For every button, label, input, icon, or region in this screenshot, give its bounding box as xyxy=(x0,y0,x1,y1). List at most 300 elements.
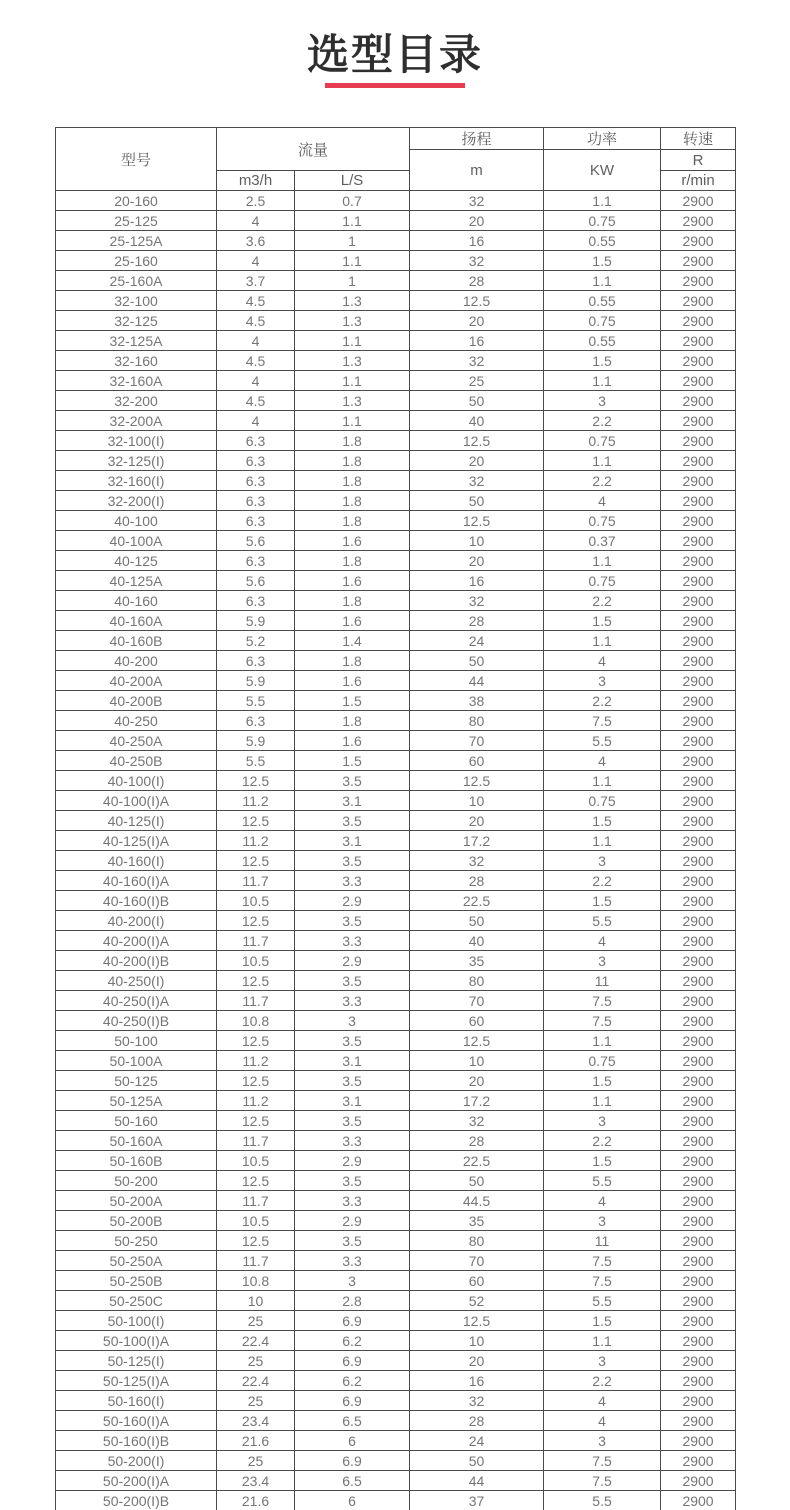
flow-ls-cell: 2.9 xyxy=(295,891,410,911)
power-cell: 11 xyxy=(544,1231,661,1251)
power-cell: 4 xyxy=(544,1391,661,1411)
page-title: 选型目录 xyxy=(306,31,483,78)
head-cell: 20 xyxy=(410,811,544,831)
speed-cell: 2900 xyxy=(661,391,736,411)
flow-ls-cell: 1.1 xyxy=(295,371,410,391)
speed-cell: 2900 xyxy=(661,651,736,671)
head-cell: 80 xyxy=(410,1231,544,1251)
power-cell: 0.75 xyxy=(544,511,661,531)
head-cell: 70 xyxy=(410,731,544,751)
head-cell: 70 xyxy=(410,1251,544,1271)
flow-ls-cell: 6 xyxy=(295,1491,410,1510)
model-cell: 40-125(I) xyxy=(56,811,217,831)
power-cell: 7.5 xyxy=(544,711,661,731)
speed-cell: 2900 xyxy=(661,571,736,591)
power-cell: 1.1 xyxy=(544,771,661,791)
speed-cell: 2900 xyxy=(661,951,736,971)
head-cell: 28 xyxy=(410,1131,544,1151)
power-cell: 5.5 xyxy=(544,731,661,751)
model-cell: 32-125A xyxy=(56,331,217,351)
flow-ls-cell: 6.2 xyxy=(295,1331,410,1351)
flow-m3h-cell: 6.3 xyxy=(217,511,295,531)
power-cell: 4 xyxy=(544,491,661,511)
flow-m3h-cell: 5.9 xyxy=(217,731,295,751)
speed-cell: 2900 xyxy=(661,1411,736,1431)
speed-cell: 2900 xyxy=(661,771,736,791)
model-cell: 40-160 xyxy=(56,591,217,611)
model-cell: 50-200(I) xyxy=(56,1451,217,1471)
table-row xyxy=(56,651,736,671)
flow-ls-cell: 3.3 xyxy=(295,991,410,1011)
speed-cell: 2900 xyxy=(661,871,736,891)
flow-m3h-cell: 21.6 xyxy=(217,1491,295,1510)
power-cell: 4 xyxy=(544,1411,661,1431)
model-cell: 50-160B xyxy=(56,1151,217,1171)
head-cell: 35 xyxy=(410,951,544,971)
flow-ls-cell: 3.5 xyxy=(295,1171,410,1191)
flow-ls-cell: 3.1 xyxy=(295,791,410,811)
model-cell: 50-250C xyxy=(56,1291,217,1311)
flow-ls-cell: 1.8 xyxy=(295,431,410,451)
table-row xyxy=(56,471,736,491)
table-row xyxy=(56,1311,736,1331)
table-row xyxy=(56,851,736,871)
flow-m3h-cell: 25 xyxy=(217,1451,295,1471)
flow-ls-cell: 3.5 xyxy=(295,811,410,831)
power-cell: 4 xyxy=(544,1191,661,1211)
header-model: 型号 xyxy=(56,128,217,191)
flow-ls-cell: 6.5 xyxy=(295,1411,410,1431)
head-cell: 20 xyxy=(410,1071,544,1091)
model-cell: 40-125A xyxy=(56,571,217,591)
power-cell: 0.55 xyxy=(544,291,661,311)
flow-ls-cell: 1.6 xyxy=(295,611,410,631)
table-row xyxy=(56,251,736,271)
table-row xyxy=(56,431,736,451)
head-cell: 32 xyxy=(410,1391,544,1411)
model-cell: 32-125(I) xyxy=(56,451,217,471)
speed-cell: 2900 xyxy=(661,1311,736,1331)
head-cell: 50 xyxy=(410,491,544,511)
speed-cell: 2900 xyxy=(661,911,736,931)
flow-m3h-cell: 11.2 xyxy=(217,791,295,811)
flow-ls-cell: 6.9 xyxy=(295,1351,410,1371)
head-cell: 25 xyxy=(410,371,544,391)
header-flow-m3h: m3/h xyxy=(217,171,295,191)
power-cell: 0.75 xyxy=(544,431,661,451)
speed-cell: 2900 xyxy=(661,891,736,911)
flow-ls-cell: 6.5 xyxy=(295,1471,410,1491)
speed-cell: 2900 xyxy=(661,1271,736,1291)
table-row xyxy=(56,551,736,571)
model-cell: 50-125A xyxy=(56,1091,217,1111)
flow-ls-cell: 1.6 xyxy=(295,531,410,551)
head-cell: 16 xyxy=(410,1371,544,1391)
table-row xyxy=(56,1211,736,1231)
model-cell: 50-125(I) xyxy=(56,1351,217,1371)
flow-m3h-cell: 12.5 xyxy=(217,971,295,991)
flow-ls-cell: 3.5 xyxy=(295,911,410,931)
head-cell: 12.5 xyxy=(410,1031,544,1051)
table-row xyxy=(56,1391,736,1411)
flow-m3h-cell: 6.3 xyxy=(217,711,295,731)
header-head: 扬程 xyxy=(410,128,544,150)
speed-cell: 2900 xyxy=(661,1431,736,1451)
table-row xyxy=(56,731,736,751)
power-cell: 0.75 xyxy=(544,791,661,811)
model-cell: 50-100(I) xyxy=(56,1311,217,1331)
power-cell: 1.1 xyxy=(544,371,661,391)
power-cell: 7.5 xyxy=(544,991,661,1011)
power-cell: 1.5 xyxy=(544,611,661,631)
model-cell: 32-160 xyxy=(56,351,217,371)
model-cell: 40-160B xyxy=(56,631,217,651)
power-cell: 4 xyxy=(544,751,661,771)
table-row xyxy=(56,1171,736,1191)
flow-m3h-cell: 3.7 xyxy=(217,271,295,291)
power-cell: 3 xyxy=(544,1211,661,1231)
flow-ls-cell: 1.3 xyxy=(295,291,410,311)
table-row xyxy=(56,1351,736,1371)
head-cell: 16 xyxy=(410,331,544,351)
flow-ls-cell: 3.5 xyxy=(295,1111,410,1131)
flow-ls-cell: 1.6 xyxy=(295,671,410,691)
power-cell: 1.1 xyxy=(544,1031,661,1051)
flow-ls-cell: 2.9 xyxy=(295,951,410,971)
header-flow-ls: L/S xyxy=(295,171,410,191)
power-cell: 0.37 xyxy=(544,531,661,551)
flow-m3h-cell: 6.3 xyxy=(217,591,295,611)
flow-m3h-cell: 5.6 xyxy=(217,531,295,551)
head-cell: 12.5 xyxy=(410,431,544,451)
speed-cell: 2900 xyxy=(661,1451,736,1471)
table-row xyxy=(56,491,736,511)
flow-ls-cell: 3.5 xyxy=(295,971,410,991)
flow-ls-cell: 1.1 xyxy=(295,211,410,231)
pump-model-table xyxy=(55,127,736,1510)
table-row xyxy=(56,1091,736,1111)
flow-m3h-cell: 5.2 xyxy=(217,631,295,651)
head-cell: 16 xyxy=(410,231,544,251)
model-cell: 32-200 xyxy=(56,391,217,411)
speed-cell: 2900 xyxy=(661,991,736,1011)
model-cell: 25-125A xyxy=(56,231,217,251)
model-cell: 40-250 xyxy=(56,711,217,731)
table-row xyxy=(56,331,736,351)
flow-m3h-cell: 6.3 xyxy=(217,431,295,451)
speed-cell: 2900 xyxy=(661,1191,736,1211)
head-cell: 24 xyxy=(410,631,544,651)
table-row xyxy=(56,311,736,331)
head-cell: 60 xyxy=(410,1271,544,1291)
table-row xyxy=(56,911,736,931)
table-row xyxy=(56,411,736,431)
model-cell: 32-100(I) xyxy=(56,431,217,451)
head-cell: 32 xyxy=(410,191,544,211)
table-row xyxy=(56,1411,736,1431)
head-cell: 20 xyxy=(410,551,544,571)
speed-cell: 2900 xyxy=(661,831,736,851)
table-row xyxy=(56,671,736,691)
head-cell: 12.5 xyxy=(410,1311,544,1331)
speed-cell: 2900 xyxy=(661,411,736,431)
flow-m3h-cell: 5.9 xyxy=(217,671,295,691)
speed-cell: 2900 xyxy=(661,1211,736,1231)
power-cell: 1.5 xyxy=(544,811,661,831)
flow-ls-cell: 1.6 xyxy=(295,571,410,591)
table-row xyxy=(56,991,736,1011)
flow-m3h-cell: 22.4 xyxy=(217,1371,295,1391)
flow-ls-cell: 1.1 xyxy=(295,411,410,431)
table-row xyxy=(56,1111,736,1131)
speed-cell: 2900 xyxy=(661,291,736,311)
speed-cell: 2900 xyxy=(661,811,736,831)
flow-ls-cell: 3.1 xyxy=(295,831,410,851)
model-cell: 50-160A xyxy=(56,1131,217,1151)
speed-cell: 2900 xyxy=(661,1091,736,1111)
flow-m3h-cell: 11.7 xyxy=(217,1131,295,1151)
table-row xyxy=(56,811,736,831)
head-cell: 10 xyxy=(410,791,544,811)
speed-cell: 2900 xyxy=(661,971,736,991)
speed-cell: 2900 xyxy=(661,1391,736,1411)
flow-m3h-cell: 11.2 xyxy=(217,831,295,851)
speed-cell: 2900 xyxy=(661,1071,736,1091)
flow-ls-cell: 3.1 xyxy=(295,1051,410,1071)
flow-ls-cell: 2.9 xyxy=(295,1151,410,1171)
table-row xyxy=(56,391,736,411)
flow-ls-cell: 1.4 xyxy=(295,631,410,651)
table-row xyxy=(56,1371,736,1391)
head-cell: 28 xyxy=(410,871,544,891)
power-cell: 1.5 xyxy=(544,1151,661,1171)
power-cell: 3 xyxy=(544,1351,661,1371)
flow-m3h-cell: 11.2 xyxy=(217,1051,295,1071)
flow-ls-cell: 1.5 xyxy=(295,751,410,771)
flow-ls-cell: 0.7 xyxy=(295,191,410,211)
flow-m3h-cell: 25 xyxy=(217,1311,295,1331)
model-cell: 50-125 xyxy=(56,1071,217,1091)
header-power-unit: KW xyxy=(544,150,661,191)
model-cell: 32-200A xyxy=(56,411,217,431)
flow-ls-cell: 1 xyxy=(295,231,410,251)
model-cell: 40-200 xyxy=(56,651,217,671)
head-cell: 50 xyxy=(410,911,544,931)
flow-m3h-cell: 6.3 xyxy=(217,551,295,571)
power-cell: 0.75 xyxy=(544,1051,661,1071)
model-cell: 50-200 xyxy=(56,1171,217,1191)
speed-cell: 2900 xyxy=(661,1351,736,1371)
speed-cell: 2900 xyxy=(661,211,736,231)
flow-m3h-cell: 6.3 xyxy=(217,471,295,491)
speed-cell: 2900 xyxy=(661,1151,736,1171)
flow-m3h-cell: 10.8 xyxy=(217,1271,295,1291)
flow-ls-cell: 6 xyxy=(295,1431,410,1451)
flow-ls-cell: 1.5 xyxy=(295,691,410,711)
head-cell: 22.5 xyxy=(410,891,544,911)
head-cell: 12.5 xyxy=(410,511,544,531)
model-cell: 40-160(I) xyxy=(56,851,217,871)
speed-cell: 2900 xyxy=(661,851,736,871)
head-cell: 60 xyxy=(410,751,544,771)
head-cell: 80 xyxy=(410,971,544,991)
power-cell: 1.1 xyxy=(544,191,661,211)
speed-cell: 2900 xyxy=(661,1051,736,1071)
header-speed-unit: r/min xyxy=(661,171,736,191)
speed-cell: 2900 xyxy=(661,1331,736,1351)
speed-cell: 2900 xyxy=(661,1171,736,1191)
table-row xyxy=(56,971,736,991)
model-cell: 40-160(I)B xyxy=(56,891,217,911)
power-cell: 3 xyxy=(544,391,661,411)
flow-m3h-cell: 5.5 xyxy=(217,751,295,771)
head-cell: 16 xyxy=(410,571,544,591)
head-cell: 37 xyxy=(410,1491,544,1510)
head-cell: 44 xyxy=(410,671,544,691)
head-cell: 80 xyxy=(410,711,544,731)
power-cell: 2.2 xyxy=(544,871,661,891)
speed-cell: 2900 xyxy=(661,371,736,391)
power-cell: 7.5 xyxy=(544,1251,661,1271)
model-cell: 50-125(I)A xyxy=(56,1371,217,1391)
head-cell: 32 xyxy=(410,471,544,491)
table-row xyxy=(56,1051,736,1071)
flow-m3h-cell: 6.3 xyxy=(217,451,295,471)
power-cell: 0.75 xyxy=(544,211,661,231)
model-cell: 40-100 xyxy=(56,511,217,531)
head-cell: 24 xyxy=(410,1431,544,1451)
flow-ls-cell: 3.3 xyxy=(295,1191,410,1211)
model-cell: 32-100 xyxy=(56,291,217,311)
speed-cell: 2900 xyxy=(661,1111,736,1131)
flow-m3h-cell: 5.9 xyxy=(217,611,295,631)
table-row xyxy=(56,1271,736,1291)
model-cell: 40-160A xyxy=(56,611,217,631)
head-cell: 17.2 xyxy=(410,831,544,851)
model-cell: 40-160(I)A xyxy=(56,871,217,891)
flow-ls-cell: 1.3 xyxy=(295,311,410,331)
head-cell: 60 xyxy=(410,1011,544,1031)
model-cell: 40-125(I)A xyxy=(56,831,217,851)
table-row xyxy=(56,371,736,391)
flow-m3h-cell: 12.5 xyxy=(217,851,295,871)
power-cell: 2.2 xyxy=(544,1371,661,1391)
head-cell: 20 xyxy=(410,311,544,331)
speed-cell: 2900 xyxy=(661,671,736,691)
power-cell: 3 xyxy=(544,951,661,971)
flow-m3h-cell: 25 xyxy=(217,1351,295,1371)
speed-cell: 2900 xyxy=(661,1251,736,1271)
speed-cell: 2900 xyxy=(661,351,736,371)
head-cell: 22.5 xyxy=(410,1151,544,1171)
table-row xyxy=(56,791,736,811)
flow-ls-cell: 1.1 xyxy=(295,251,410,271)
flow-m3h-cell: 5.5 xyxy=(217,691,295,711)
flow-m3h-cell: 4 xyxy=(217,251,295,271)
speed-cell: 2900 xyxy=(661,1131,736,1151)
power-cell: 0.55 xyxy=(544,331,661,351)
model-cell: 50-100A xyxy=(56,1051,217,1071)
flow-m3h-cell: 4 xyxy=(217,411,295,431)
speed-cell: 2900 xyxy=(661,551,736,571)
speed-cell: 2900 xyxy=(661,611,736,631)
table-row xyxy=(56,291,736,311)
head-cell: 20 xyxy=(410,211,544,231)
speed-cell: 2900 xyxy=(661,471,736,491)
power-cell: 5.5 xyxy=(544,1491,661,1510)
power-cell: 3 xyxy=(544,1111,661,1131)
table-row xyxy=(56,1471,736,1491)
model-cell: 40-250(I)A xyxy=(56,991,217,1011)
head-cell: 32 xyxy=(410,351,544,371)
table-row xyxy=(56,271,736,291)
table-row xyxy=(56,871,736,891)
speed-cell: 2900 xyxy=(661,751,736,771)
power-cell: 3 xyxy=(544,1431,661,1451)
flow-ls-cell: 1.8 xyxy=(295,711,410,731)
flow-m3h-cell: 4 xyxy=(217,371,295,391)
flow-m3h-cell: 4 xyxy=(217,211,295,231)
flow-m3h-cell: 12.5 xyxy=(217,1111,295,1131)
flow-m3h-cell: 10.5 xyxy=(217,1211,295,1231)
power-cell: 3 xyxy=(544,851,661,871)
model-cell: 40-250A xyxy=(56,731,217,751)
flow-m3h-cell: 12.5 xyxy=(217,811,295,831)
flow-ls-cell: 3.5 xyxy=(295,771,410,791)
head-cell: 44.5 xyxy=(410,1191,544,1211)
power-cell: 1.1 xyxy=(544,831,661,851)
model-cell: 40-100(I)A xyxy=(56,791,217,811)
power-cell: 7.5 xyxy=(544,1471,661,1491)
flow-ls-cell: 6.2 xyxy=(295,1371,410,1391)
table-row xyxy=(56,711,736,731)
head-cell: 10 xyxy=(410,1051,544,1071)
table-row xyxy=(56,231,736,251)
flow-m3h-cell: 11.7 xyxy=(217,1191,295,1211)
speed-cell: 2900 xyxy=(661,331,736,351)
flow-ls-cell: 6.9 xyxy=(295,1451,410,1471)
model-cell: 32-200(I) xyxy=(56,491,217,511)
power-cell: 7.5 xyxy=(544,1451,661,1471)
flow-ls-cell: 1 xyxy=(295,271,410,291)
flow-ls-cell: 1.8 xyxy=(295,591,410,611)
model-cell: 50-250 xyxy=(56,1231,217,1251)
model-cell: 40-250(I) xyxy=(56,971,217,991)
flow-m3h-cell: 12.5 xyxy=(217,1071,295,1091)
head-cell: 32 xyxy=(410,251,544,271)
power-cell: 1.5 xyxy=(544,1071,661,1091)
power-cell: 2.2 xyxy=(544,591,661,611)
model-cell: 32-160A xyxy=(56,371,217,391)
flow-m3h-cell: 5.6 xyxy=(217,571,295,591)
power-cell: 2.2 xyxy=(544,1131,661,1151)
flow-m3h-cell: 12.5 xyxy=(217,1171,295,1191)
flow-ls-cell: 6.9 xyxy=(295,1391,410,1411)
head-cell: 32 xyxy=(410,591,544,611)
speed-cell: 2900 xyxy=(661,631,736,651)
table-row xyxy=(56,951,736,971)
power-cell: 5.5 xyxy=(544,1291,661,1311)
flow-m3h-cell: 22.4 xyxy=(217,1331,295,1351)
table-row xyxy=(56,1291,736,1311)
table-row xyxy=(56,631,736,651)
flow-m3h-cell: 10.8 xyxy=(217,1011,295,1031)
power-cell: 3 xyxy=(544,671,661,691)
head-cell: 12.5 xyxy=(410,771,544,791)
model-cell: 50-200(I)B xyxy=(56,1491,217,1510)
speed-cell: 2900 xyxy=(661,431,736,451)
flow-m3h-cell: 12.5 xyxy=(217,911,295,931)
